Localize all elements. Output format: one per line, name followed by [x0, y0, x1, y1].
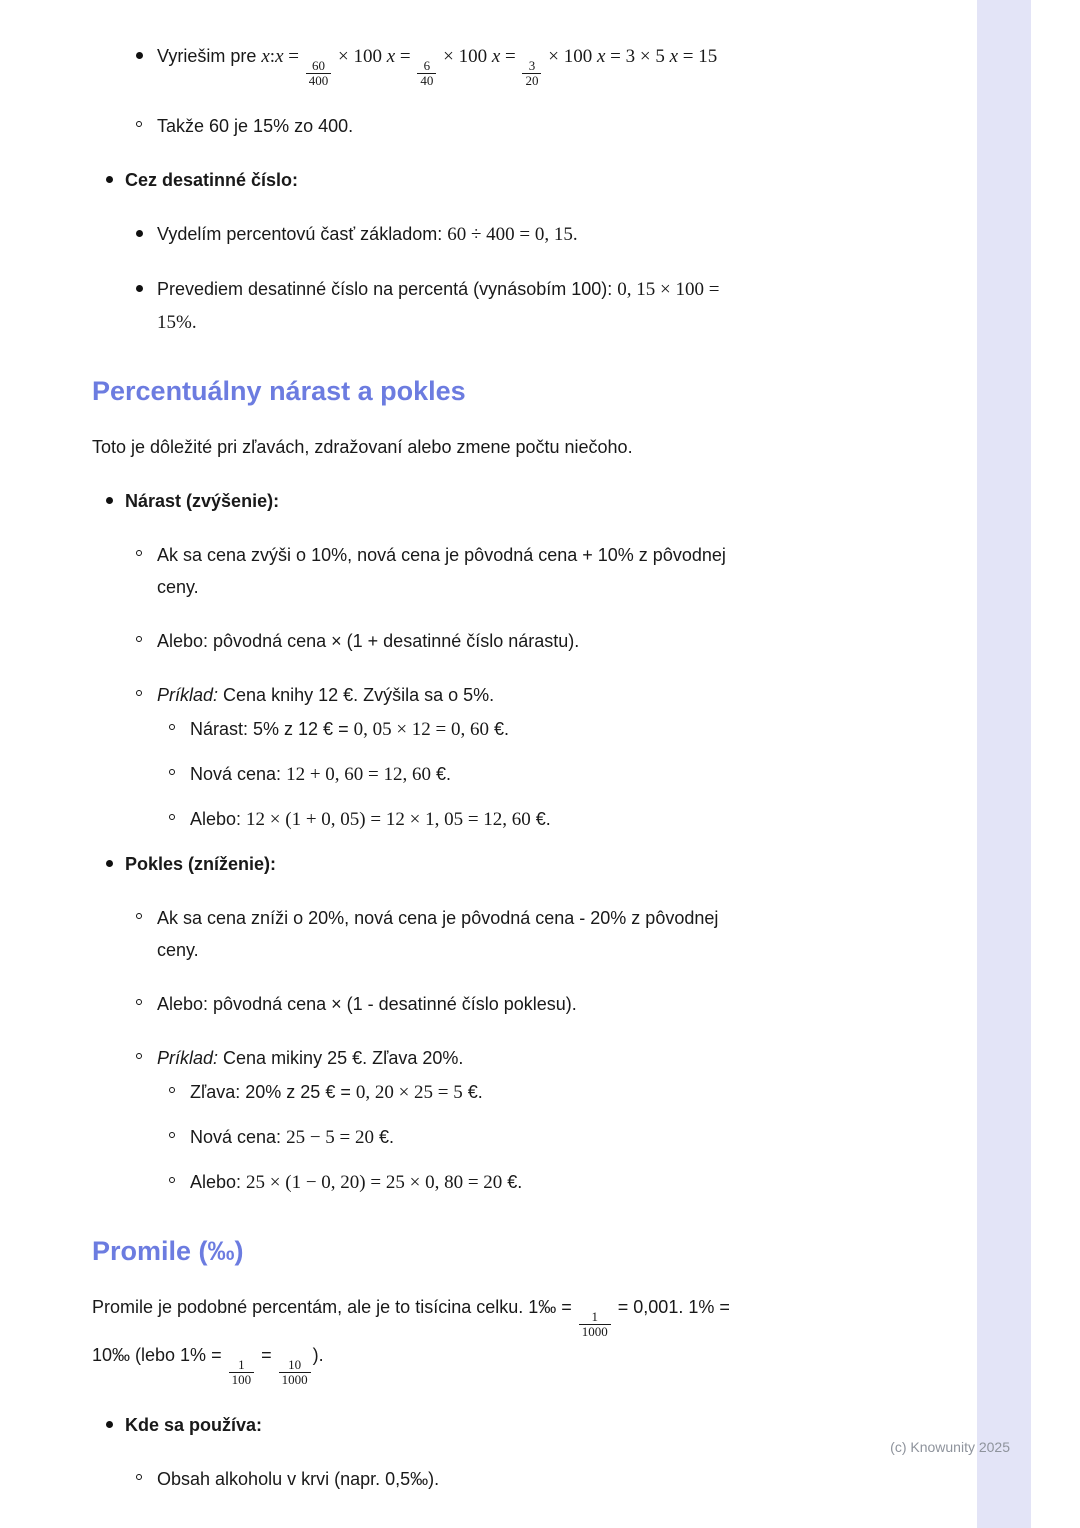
text-segment: Alebo: pôvodná cena × (1 - desatinné číslo poklesu).: [157, 994, 577, 1014]
text-segment: x: [596, 46, 606, 67]
text-segment: x: [261, 46, 270, 67]
bullet-disc-icon: [106, 176, 113, 183]
text-segment: Alebo:: [190, 809, 247, 829]
bullet-circle-icon: [136, 690, 142, 696]
text-segment: Nová cena:: [190, 764, 287, 784]
list-item-text: [157, 279, 719, 332]
fraction: $\frac{3}{20}$: [520, 59, 543, 88]
text-segment: =: [256, 1345, 277, 1365]
list-item-text: [157, 116, 353, 136]
list-item: [92, 218, 832, 251]
text-segment: €.: [431, 764, 452, 784]
list-item: [92, 1042, 832, 1074]
list-item: [92, 485, 832, 517]
list-item-text: [190, 809, 551, 829]
text-segment: 10‰ (lebo 1% =: [92, 1345, 227, 1365]
text-segment: Percentuálny nárast a pokles: [92, 376, 466, 406]
fraction: $\frac{1}{1000}$: [577, 1310, 613, 1339]
list-item-text: [125, 491, 279, 511]
text-segment: = 15: [678, 46, 718, 67]
bullet-disc-icon: [136, 52, 143, 59]
text-segment: Príklad:: [157, 685, 219, 705]
list-item: [92, 1076, 832, 1109]
text-segment: × 100: [438, 46, 492, 67]
text-segment: 0, 15 × 100 =: [617, 279, 720, 300]
list-item-text: [190, 719, 509, 739]
bullet-disc-icon: [106, 1421, 113, 1428]
list-item-text: [190, 1172, 522, 1192]
text-segment: Pokles (zníženie):: [125, 854, 277, 874]
text-segment: Promile je podobné percentám, ale je to tisícina celku. 1‰ =: [92, 1297, 577, 1317]
text-segment: Nárast: 5% z 12 € =: [190, 719, 354, 739]
list-item: [92, 713, 832, 746]
paragraph: [92, 431, 832, 463]
list-item-text: [190, 764, 451, 784]
text-segment: Cez desatinné číslo:: [125, 170, 299, 190]
section-heading: [92, 373, 832, 409]
list-item: [92, 758, 832, 791]
text-segment: =: [283, 46, 304, 67]
bullet-circle-icon: [136, 1474, 142, 1480]
list-item-text: [125, 170, 298, 190]
text-segment: Vyriešim pre: [157, 46, 262, 66]
list-item: [92, 1409, 832, 1441]
list-item: [92, 1166, 832, 1199]
list-item: [92, 1463, 832, 1495]
text-segment: 60 ÷ 400 = 0, 15.: [447, 224, 578, 245]
text-segment: Toto je dôležité pri zľavách, zdražovaní alebo zmene počtu niečoho.: [92, 437, 633, 457]
text-segment: €.: [530, 809, 551, 829]
text-segment: 12 × (1 + 0, 05) = 12 × 1, 05 = 12, 60: [246, 809, 531, 830]
list-item-text: [157, 908, 718, 960]
list-item: [92, 625, 832, 657]
bullet-circle-icon: [136, 1053, 142, 1059]
fraction: $\frac{10}{1000}$: [277, 1358, 313, 1387]
list-item: [92, 164, 832, 196]
text-segment: Cena mikiny 25 €. Zľava 20%.: [218, 1048, 464, 1068]
text-segment: Obsah alkoholu v krvi (napr. 0,5‰).: [157, 1469, 440, 1489]
text-segment: =: [500, 46, 521, 67]
text-segment: Vydelím percentovú časť základom:: [157, 224, 448, 244]
list-item: [92, 40, 832, 88]
list-item: [92, 988, 832, 1020]
list-item: [92, 679, 832, 711]
text-segment: = 3 × 5: [605, 46, 670, 67]
text-segment: :: [269, 46, 276, 67]
bullet-circle-icon: [136, 550, 142, 556]
text-segment: ).: [312, 1345, 324, 1365]
list-item-text: [125, 1415, 262, 1435]
list-item-text: [157, 46, 718, 88]
bullet-circle-icon: [169, 1132, 175, 1138]
list-item: [92, 110, 832, 142]
bullet-circle-icon: [136, 636, 142, 642]
text-segment: €.: [489, 719, 510, 739]
text-segment: ceny.: [157, 577, 199, 597]
text-segment: Takže 60 je 15% zo 400.: [157, 116, 354, 136]
bullet-disc-icon: [136, 285, 143, 292]
bullet-circle-icon: [136, 999, 142, 1005]
text-segment: Zľava: 20% z 25 € =: [190, 1082, 356, 1102]
list-item: [92, 902, 832, 966]
text-segment: ceny.: [157, 940, 199, 960]
text-segment: x: [386, 46, 396, 67]
text-segment: =: [395, 46, 416, 67]
text-segment: €.: [502, 1172, 523, 1192]
text-segment: Promile (‰): [92, 1236, 244, 1266]
list-item: [92, 539, 832, 603]
text-segment: Kde sa používa:: [125, 1415, 263, 1435]
text-segment: Nárast (zvýšenie):: [125, 491, 280, 511]
paragraph: [92, 1291, 832, 1387]
text-segment: = 0,001. 1% =: [612, 1297, 730, 1317]
list-item: [92, 803, 832, 836]
list-item-text: [125, 854, 276, 874]
text-segment: Ak sa cena zníži o 20%, nová cena je pôvodná cena - 20% z pôvodnej: [157, 908, 719, 928]
text-segment: x: [669, 46, 679, 67]
text-segment: × 100: [543, 46, 597, 67]
text-segment: 12 + 0, 60 = 12, 60: [286, 764, 431, 785]
bullet-disc-icon: [106, 860, 113, 867]
text-segment: Cena knihy 12 €. Zvýšila sa o 5%.: [218, 685, 495, 705]
bullet-circle-icon: [136, 121, 142, 127]
footer-credit: (c) Knowunity 2025: [890, 1439, 1010, 1455]
bullet-circle-icon: [169, 1177, 175, 1183]
text-segment: 0, 05 × 12 = 0, 60: [353, 719, 490, 740]
text-segment: Nová cena:: [190, 1127, 287, 1147]
bullet-circle-icon: [169, 769, 175, 775]
bullet-disc-icon: [136, 230, 143, 237]
bullet-circle-icon: [169, 814, 175, 820]
bullet-circle-icon: [169, 1087, 175, 1093]
section-heading: [92, 1233, 832, 1269]
text-segment: €.: [374, 1127, 395, 1147]
text-segment: x: [491, 46, 501, 67]
list-item-text: [157, 631, 579, 651]
fraction: $\frac{60}{400}$: [304, 59, 334, 88]
text-segment: 25 − 5 = 20: [286, 1127, 374, 1148]
list-item-text: [157, 224, 578, 244]
text-segment: Príklad:: [157, 1048, 219, 1068]
list-item-text: [157, 1469, 439, 1489]
text-segment: 0, 20 × 25 = 5: [355, 1082, 463, 1103]
bullet-disc-icon: [106, 497, 113, 504]
list-item-text: [157, 685, 494, 705]
text-segment: 25 × (1 − 0, 20) = 25 × 0, 80 = 20: [246, 1172, 503, 1193]
bullet-circle-icon: [136, 913, 142, 919]
fraction: $\frac{6}{40}$: [415, 59, 438, 88]
bullet-circle-icon: [169, 724, 175, 730]
list-item-text: [157, 545, 726, 597]
text-segment: Ak sa cena zvýši o 10%, nová cena je pôvodná cena + 10% z pôvodnej: [157, 545, 726, 565]
list-item-text: [190, 1082, 483, 1102]
right-accent-stripe: [977, 0, 1031, 1528]
text-segment: 15%.: [157, 312, 197, 333]
fraction: $\frac{1}{100}$: [227, 1358, 257, 1387]
list-item: [92, 273, 832, 339]
text-segment: Alebo:: [190, 1172, 247, 1192]
text-segment: €.: [462, 1082, 483, 1102]
text-segment: × 100: [333, 46, 387, 67]
text-segment: Prevediem desatinné číslo na percentá (vynásobím 100):: [157, 279, 618, 299]
list-item-text: [190, 1127, 394, 1147]
list-item-text: [157, 1048, 463, 1068]
text-segment: Alebo: pôvodná cena × (1 + desatinné číslo nárastu).: [157, 631, 580, 651]
list-item-text: [157, 994, 577, 1014]
list-item: [92, 848, 832, 880]
text-segment: x: [275, 46, 284, 67]
list-item: [92, 1121, 832, 1154]
